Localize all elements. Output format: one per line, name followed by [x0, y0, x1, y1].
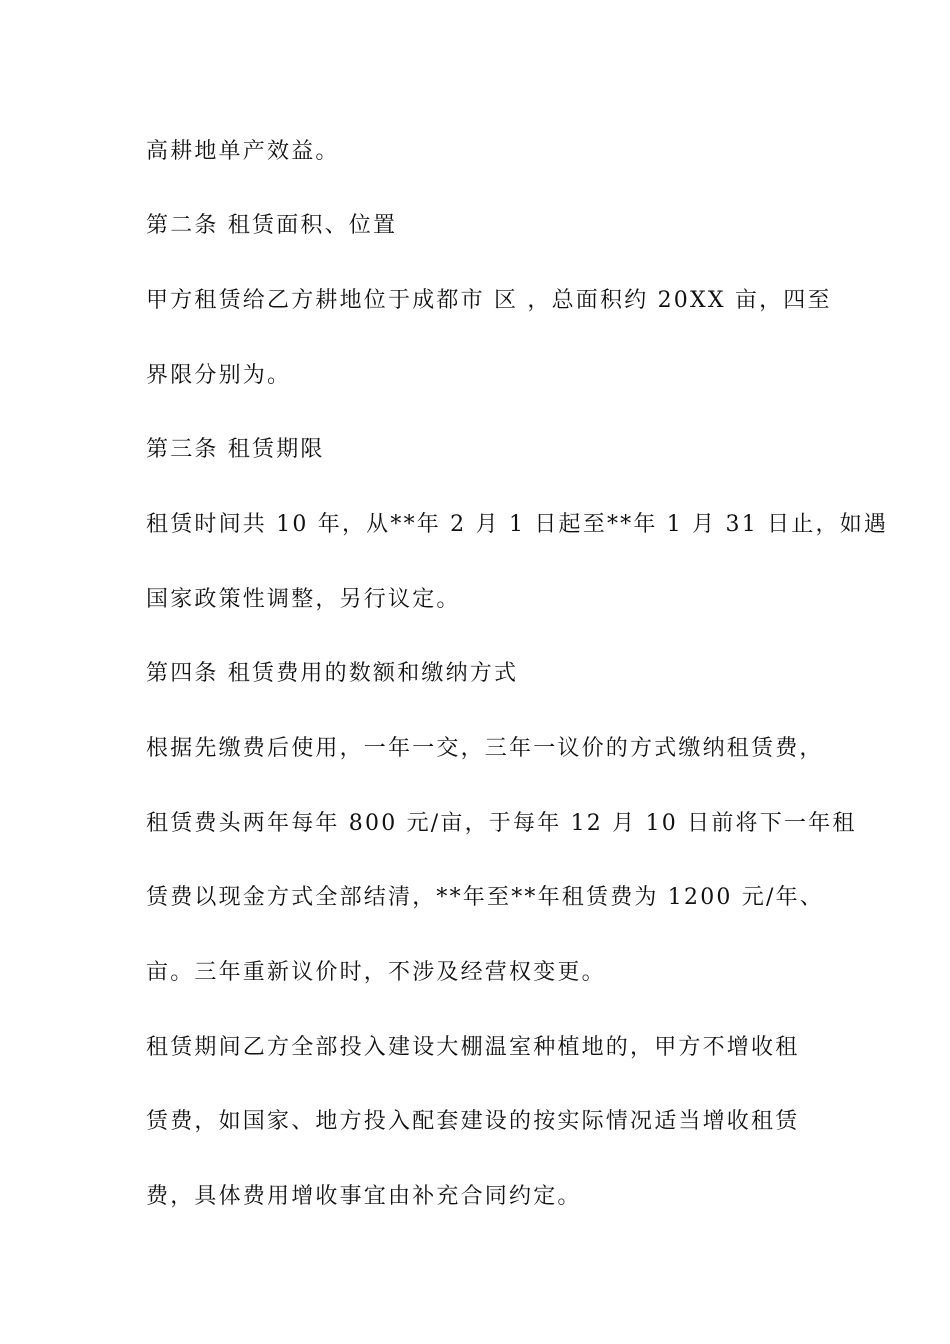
paragraph-line: 费，具体费用增收事宜由补充合同约定。 [146, 1184, 582, 1209]
paragraph-line: 国家政策性调整，另行议定。 [146, 587, 461, 612]
article-heading: 第三条 租赁期限 [146, 437, 325, 462]
paragraph-line: 租赁费头两年每年 800 元/亩，于每年 12 月 10 日前将下一年租 [146, 811, 857, 836]
paragraph-line: 界限分别为。 [146, 363, 292, 388]
paragraph-line: 租赁期间乙方全部投入建设大棚温室种植地的，甲方不增收租 [146, 1035, 800, 1060]
paragraph-line: 根据先缴费后使用，一年一交，三年一议价的方式缴纳租赁费， [146, 736, 824, 761]
paragraph-line: 赁费以现金方式全部结清，**年至**年租赁费为 1200 元/年、 [146, 885, 824, 910]
article-heading: 第四条 租赁费用的数额和缴纳方式 [146, 661, 519, 686]
paragraph-line: 甲方租赁给乙方耕地位于成都市 区 ，总面积约 20XX 亩，四至 [146, 288, 832, 313]
article-heading: 第二条 租赁面积、位置 [146, 213, 398, 238]
paragraph-line: 赁费，如国家、地方投入配套建设的按实际情况适当增收租赁 [146, 1109, 800, 1134]
paragraph-line: 租赁时间共 10 年，从**年 2 月 1 日起至**年 1 月 31 日止，如遇 [146, 512, 889, 537]
paragraph-line: 亩。三年重新议价时，不涉及经营权变更。 [146, 960, 606, 985]
paragraph-line: 高耕地单产效益。 [146, 139, 340, 164]
